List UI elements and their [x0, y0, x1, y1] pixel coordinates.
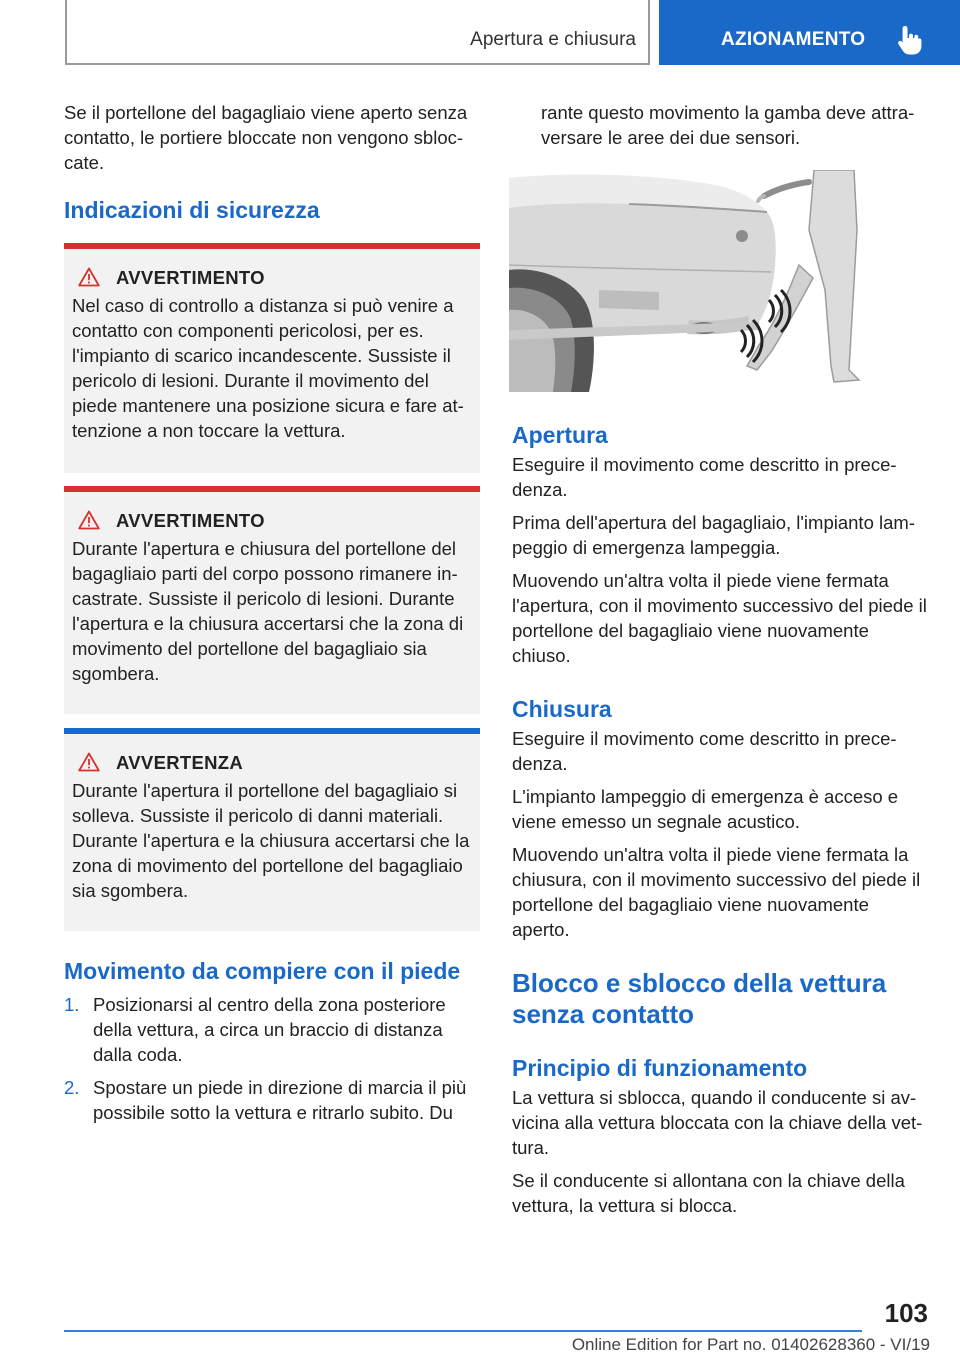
step2-continuation-text: rante questo movimento la gamba deve attraversare le aree dei due sensori.: [541, 102, 915, 148]
closing-paragraph: Muovendo un'altra volta il piede viene fermata la chiusura, con il movimento successivo del piede il portellone del bagagliaio viene nuovamente aperto.: [512, 844, 921, 940]
principle-paragraph: La vettura si sblocca, quando il conducente si avvicina alla vettura bloccata con la chiave della vettura.: [512, 1087, 923, 1158]
warning-triangle-icon: [78, 267, 100, 287]
opening-heading: Apertura: [512, 422, 608, 448]
opening-paragraph: Eseguire il movimento come descritto in precedenza.: [512, 454, 897, 500]
hand-pointer-icon: [896, 24, 922, 56]
principle-heading: Principio di funzionamento: [512, 1055, 808, 1081]
safety-heading: Indicazioni di sicurezza: [64, 197, 320, 223]
header-chapter-tab[interactable]: [659, 0, 960, 65]
closing-paragraph: Eseguire il movimento come descritto in precedenza.: [512, 728, 897, 774]
warning-text: Nel caso di controllo a distanza si può venire a contatto con componenti pericolosi, per es. l'impianto di scarico incandescente. Sussiste il pericolo di lesioni. Durante il movimento del piede mantenere una posizione sicura e fare attenzione a non toccare la vettura.: [72, 295, 464, 441]
header-rule-bottom: [65, 63, 650, 65]
list-item: [64, 992, 480, 1067]
warning-triangle-icon: [78, 752, 100, 772]
page-number: 103: [884, 1298, 928, 1328]
header-rule-mid: [648, 0, 650, 64]
list-item-number: 1.: [64, 994, 80, 1015]
movement-heading: Movimento da compiere con il piede: [64, 958, 461, 984]
footer-edition: Online Edition for Part no. 01402628360 - VI/19: [571, 1335, 930, 1354]
opening-paragraph: Muovendo un'altra volta il piede viene fermata l'apertura, con il movimento successivo del piede il portellone del bagagliaio viene nuovamente chiuso.: [512, 570, 927, 666]
step-continuation: [541, 100, 931, 158]
closing-section: [512, 694, 928, 950]
movement-heading-wrap: [64, 956, 484, 986]
list-item-text: Spostare un piede in direzione di marcia il più possibile sotto la vettura e ritrarlo subito. Du: [93, 1077, 467, 1123]
warning-triangle-icon: [78, 510, 100, 530]
warning-title: AVVERTIMENTO: [116, 266, 265, 288]
opening-section: [512, 420, 928, 676]
warning-box-2: [64, 486, 480, 714]
header-section-title: Apertura e chiusura: [470, 29, 636, 50]
warning-title: AVVERTIMENTO: [116, 509, 265, 531]
warning-box-1: [64, 243, 480, 473]
list-item: [64, 1075, 480, 1125]
left-column: [64, 100, 480, 225]
notice-text: Durante l'apertura il portellone del bagagliaio si solleva. Sussiste il pericolo di danni materiali. Durante l'apertura e la chiusura accertarsi che la zona di movimento del portellone del bagagliaio sia sgombera.: [72, 780, 470, 901]
footer-rule: [64, 1330, 862, 1332]
list-item-text: Posizionarsi al centro della zona posteriore della vettura, a circa un braccio di distanza dalla coda.: [93, 994, 446, 1065]
notice-title: AVVERTENZA: [116, 751, 244, 773]
opening-paragraph: Prima dell'apertura del bagagliaio, l'impianto lampeggio di emergenza lampeggia.: [512, 512, 915, 558]
list-item-number: 2.: [64, 1077, 80, 1098]
notice-box: [64, 728, 480, 931]
header-rule-left: [65, 0, 67, 64]
lock-heading: Blocco e sblocco della vettura senza contatto: [512, 968, 887, 1029]
principle-section: [512, 1053, 928, 1226]
header-chapter-label: AZIONAMENTO: [721, 29, 866, 50]
closing-paragraph: L'impianto lampeggio di emergenza è acceso e viene emesso un segnale acustico.: [512, 786, 899, 832]
closing-heading: Chiusura: [512, 696, 612, 722]
lock-section: [512, 968, 928, 1030]
warning-text: Durante l'apertura e chiusura del portellone del bagagliaio parti del corpo possono rimanere incastrate. Sussiste il pericolo di lesioni. Durante l'apertura e la chiusura accertarsi che la zona di movimento del portellone del bagagliaio sia sgombera.: [72, 538, 464, 684]
car-foot-sensor-illustration: [509, 170, 864, 392]
principle-paragraph: Se il conducente si allontana con la chiave della vettura, la vettura si blocca.: [512, 1170, 905, 1216]
intro-paragraph: Se il portellone del bagagliaio viene aperto senza contatto, le portiere bloccate non vengono sbloccate.: [64, 102, 468, 173]
